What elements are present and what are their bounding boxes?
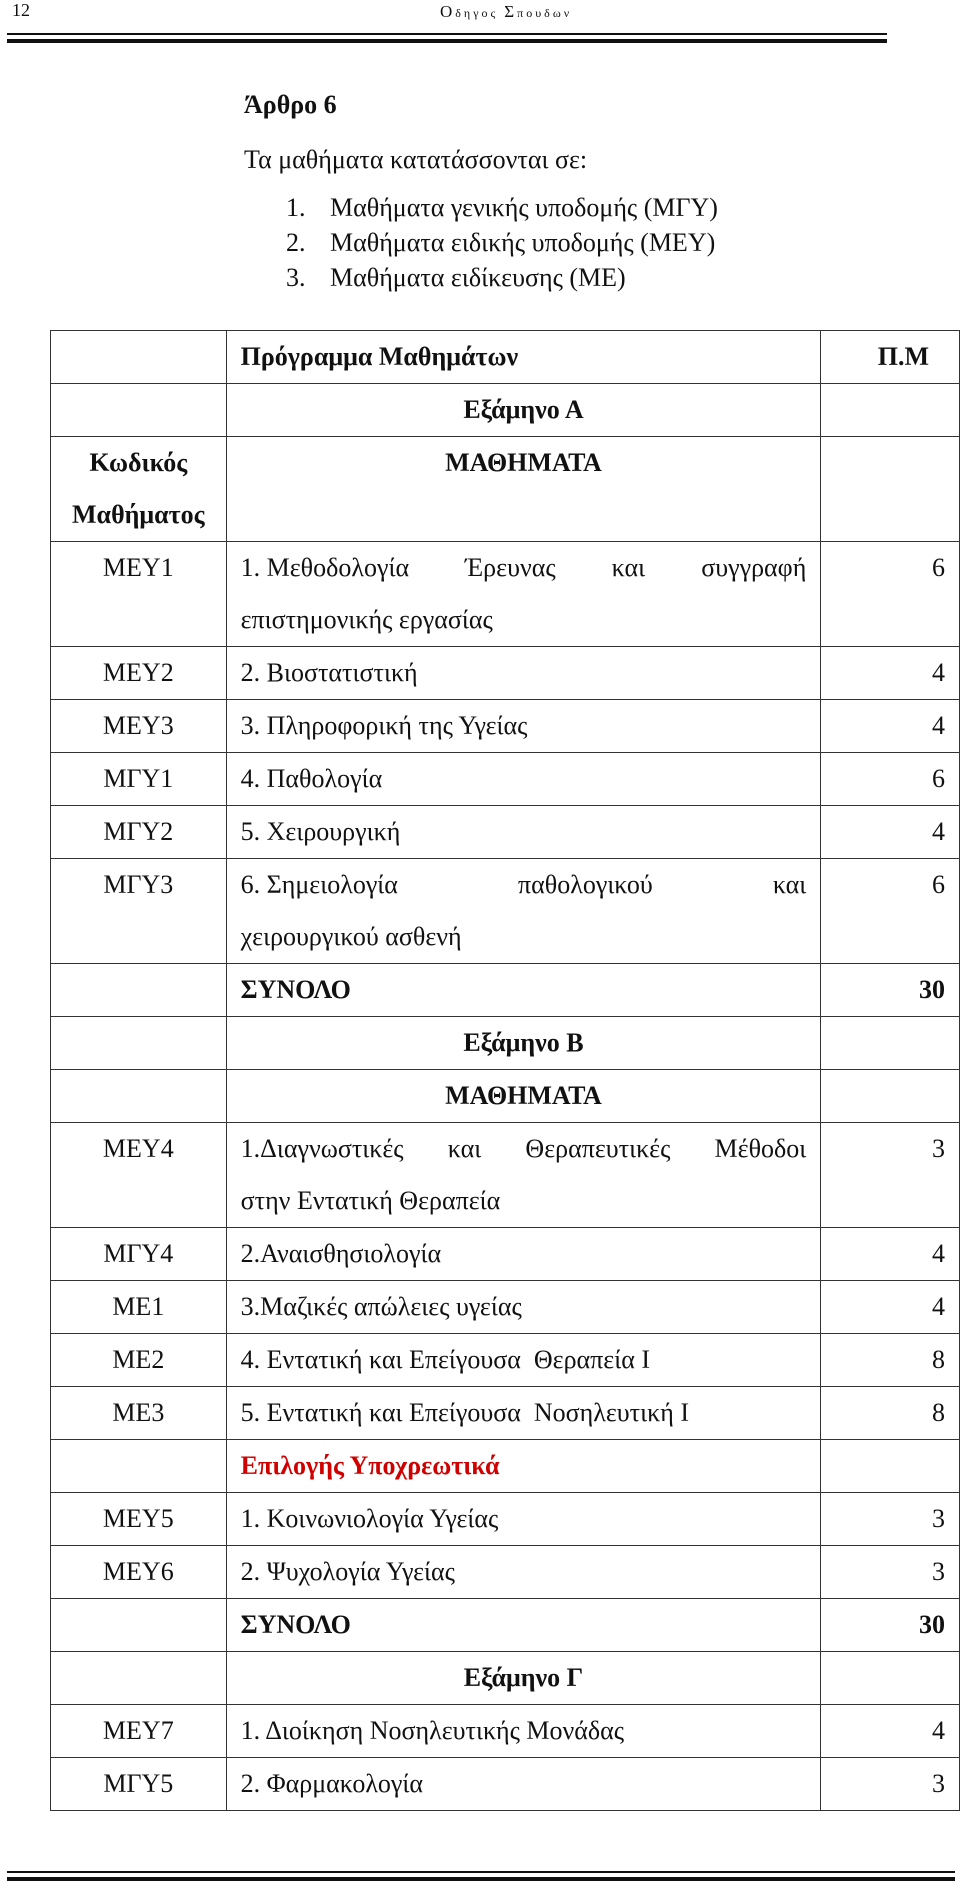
course-pm: 6 bbox=[821, 859, 960, 964]
table-row bbox=[51, 1281, 960, 1334]
course-pm: 4 bbox=[821, 1281, 960, 1334]
course-code: ΜΓΥ5 bbox=[51, 1758, 227, 1811]
table-cell bbox=[51, 964, 227, 1017]
course-word: Μέθοδοι bbox=[714, 1134, 807, 1163]
course-name: 4. Παθολογία bbox=[226, 753, 821, 806]
table-row bbox=[51, 806, 960, 859]
course-code: ΜΕΥ6 bbox=[51, 1546, 227, 1599]
running-title-cap1: Ο bbox=[440, 2, 456, 21]
course-pm: 4 bbox=[821, 700, 960, 753]
table-row bbox=[51, 1017, 960, 1070]
course-name: 2. Ψυχολογία Υγείας bbox=[226, 1546, 821, 1599]
table-row bbox=[51, 1493, 960, 1546]
course-name: 2. Βιοστατιστική bbox=[226, 647, 821, 700]
course-pm: 4 bbox=[821, 806, 960, 859]
course-word: και bbox=[772, 870, 807, 899]
course-pm: 3 bbox=[821, 1758, 960, 1811]
table-row bbox=[51, 331, 960, 384]
course-name: 2.Αναισθησιολογία bbox=[226, 1228, 821, 1281]
list-number: 2. bbox=[286, 228, 306, 257]
table-cell bbox=[51, 1599, 227, 1652]
table-row bbox=[51, 1758, 960, 1811]
course-pm: 3 bbox=[821, 1123, 960, 1228]
list-number: 1. bbox=[286, 193, 306, 222]
course-pm: 8 bbox=[821, 1387, 960, 1440]
course-word: και bbox=[447, 1134, 482, 1163]
table-cell bbox=[51, 1070, 227, 1123]
course-word: 1.Διαγνωστικές bbox=[240, 1134, 404, 1163]
category-list bbox=[286, 190, 718, 295]
code-header-line2: Μαθήματος bbox=[72, 500, 205, 529]
course-word: παθολογικού bbox=[518, 870, 653, 899]
table-row bbox=[51, 1440, 960, 1493]
course-code: ΜΕΥ3 bbox=[51, 700, 227, 753]
list-item bbox=[286, 260, 718, 295]
page-number: 12 bbox=[12, 0, 30, 20]
course-code: ΜΕ3 bbox=[51, 1387, 227, 1440]
course-pm: 4 bbox=[821, 647, 960, 700]
course-pm: 8 bbox=[821, 1334, 960, 1387]
table-cell bbox=[821, 1652, 960, 1705]
course-word: Έρευνας bbox=[465, 553, 556, 582]
course-name: 5. Χειρουργική bbox=[226, 806, 821, 859]
table-row bbox=[51, 1334, 960, 1387]
course-code: ΜΕΥ1 bbox=[51, 542, 227, 647]
running-title-rest1: δηγος bbox=[455, 6, 505, 20]
list-item bbox=[286, 225, 718, 260]
course-code: ΜΕΥ7 bbox=[51, 1705, 227, 1758]
total-label: ΣΥΝΟΛΟ bbox=[226, 1599, 821, 1652]
course-pm: 6 bbox=[821, 542, 960, 647]
course-name: 4. Εντατική και Επείγουσα Θεραπεία Ι bbox=[226, 1334, 821, 1387]
course-pm: 3 bbox=[821, 1493, 960, 1546]
list-number: 3. bbox=[286, 263, 306, 292]
table-cell bbox=[821, 1440, 960, 1493]
table-row bbox=[51, 647, 960, 700]
course-pm: 4 bbox=[821, 1228, 960, 1281]
course-name bbox=[226, 1123, 821, 1228]
table-row bbox=[51, 1123, 960, 1228]
list-item bbox=[286, 190, 718, 225]
table-row bbox=[51, 1705, 960, 1758]
course-code: ΜΓΥ3 bbox=[51, 859, 227, 964]
semester-title: Εξάμηνο Γ bbox=[226, 1652, 821, 1705]
header-rule-thick bbox=[7, 39, 887, 43]
running-title-rest2: πουδων bbox=[517, 6, 573, 20]
table-row bbox=[51, 1652, 960, 1705]
course-word: Θεραπευτικές bbox=[525, 1134, 671, 1163]
running-title-cap2: Σ bbox=[504, 2, 518, 21]
course-word: και bbox=[611, 553, 646, 582]
pm-header: Π.Μ bbox=[821, 331, 960, 384]
course-code: ΜΕΥ4 bbox=[51, 1123, 227, 1228]
course-pm: 4 bbox=[821, 1705, 960, 1758]
article-intro: Τα μαθήματα κατατάσσονται σε: bbox=[244, 145, 588, 174]
table-row bbox=[51, 1546, 960, 1599]
table-row bbox=[51, 700, 960, 753]
footer-rule bbox=[7, 1871, 955, 1873]
course-name: 5. Εντατική και Επείγουσα Νοσηλευτική Ι bbox=[226, 1387, 821, 1440]
table-row bbox=[51, 1228, 960, 1281]
course-pm: 6 bbox=[821, 753, 960, 806]
electives-label: Επιλογής Υποχρεωτικά bbox=[226, 1440, 821, 1493]
course-code: ΜΕΥ2 bbox=[51, 647, 227, 700]
courses-header: ΜΑΘΗΜΑΤΑ bbox=[226, 1070, 821, 1123]
footer-rule-thick bbox=[7, 1877, 955, 1881]
course-code: ΜΓΥ1 bbox=[51, 753, 227, 806]
table-cell bbox=[821, 384, 960, 437]
table-cell bbox=[821, 437, 960, 542]
course-name: 1. Κοινωνιολογία Υγείας bbox=[226, 1493, 821, 1546]
table-cell bbox=[51, 384, 227, 437]
article-title: Άρθρο 6 bbox=[244, 90, 337, 119]
running-title bbox=[440, 2, 572, 22]
semester-title: Εξάμηνο Α bbox=[226, 384, 821, 437]
course-word: 6. Σημειολογία bbox=[240, 870, 398, 899]
course-name-line2: χειρουργικού ασθενή bbox=[240, 922, 462, 951]
list-text: Μαθήματα ειδικής υποδομής (ΜΕΥ) bbox=[330, 228, 716, 257]
course-pm: 3 bbox=[821, 1546, 960, 1599]
course-name: 3.Μαζικές απώλειες υγείας bbox=[226, 1281, 821, 1334]
course-name: 2. Φαρμακολογία bbox=[226, 1758, 821, 1811]
table-cell bbox=[821, 1017, 960, 1070]
course-word: 1. Μεθοδολογία bbox=[240, 553, 410, 582]
table-row bbox=[51, 1070, 960, 1123]
list-text: Μαθήματα ειδίκευσης (ΜΕ) bbox=[330, 263, 626, 292]
header-rule bbox=[7, 33, 887, 35]
table-row bbox=[51, 384, 960, 437]
table-cell bbox=[821, 1070, 960, 1123]
table-cell bbox=[51, 1652, 227, 1705]
course-code: ΜΕ2 bbox=[51, 1334, 227, 1387]
course-code: ΜΕΥ5 bbox=[51, 1493, 227, 1546]
course-name bbox=[226, 542, 821, 647]
course-code: ΜΓΥ4 bbox=[51, 1228, 227, 1281]
table-row bbox=[51, 1599, 960, 1652]
course-name bbox=[226, 859, 821, 964]
table-row bbox=[51, 1387, 960, 1440]
table-cell bbox=[51, 331, 227, 384]
table-cell bbox=[51, 1440, 227, 1493]
table-row bbox=[51, 753, 960, 806]
table-row bbox=[51, 437, 960, 542]
course-program-table bbox=[50, 330, 960, 1811]
course-code: ΜΕ1 bbox=[51, 1281, 227, 1334]
table-row bbox=[51, 964, 960, 1017]
total-value: 30 bbox=[821, 964, 960, 1017]
course-code: ΜΓΥ2 bbox=[51, 806, 227, 859]
course-name: 3. Πληροφορική της Υγείας bbox=[226, 700, 821, 753]
table-cell bbox=[51, 1017, 227, 1070]
total-value: 30 bbox=[821, 1599, 960, 1652]
course-name-line2: επιστημονικής εργασίας bbox=[240, 605, 493, 634]
code-header-line1: Κωδικός bbox=[89, 448, 188, 477]
program-title: Πρόγραμμα Μαθημάτων bbox=[226, 331, 821, 384]
list-text: Μαθήματα γενικής υποδομής (ΜΓΥ) bbox=[330, 193, 718, 222]
table-row bbox=[51, 542, 960, 647]
table-row bbox=[51, 859, 960, 964]
course-word: συγγραφή bbox=[701, 553, 807, 582]
semester-title: Εξάμηνο Β bbox=[226, 1017, 821, 1070]
courses-header: ΜΑΘΗΜΑΤΑ bbox=[226, 437, 821, 542]
course-name: 1. Διοίκηση Νοσηλευτικής Μονάδας bbox=[226, 1705, 821, 1758]
total-label: ΣΥΝΟΛΟ bbox=[226, 964, 821, 1017]
code-header bbox=[51, 437, 227, 542]
course-name-line2: στην Εντατική Θεραπεία bbox=[240, 1186, 501, 1215]
